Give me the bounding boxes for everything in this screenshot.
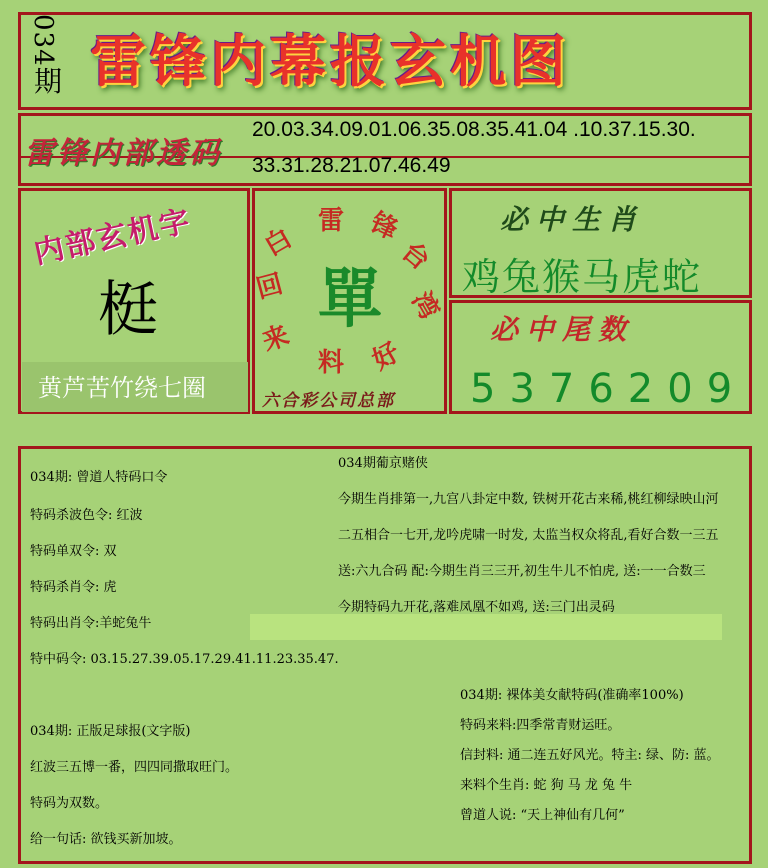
left-line: 034期: 正版足球报(文字版) (30, 724, 191, 739)
right-line: 来料个生肖: 蛇 狗 马 龙 兔 牛 (460, 778, 633, 793)
left-line: 特中码令: 03.15.27.39.05.17.29.41.11.23.35.47. (30, 652, 339, 667)
left-line: 特码为双数。 (30, 796, 109, 811)
left-line: 给一句话: 欲钱买新加坡。 (30, 832, 182, 847)
poem-line: 二五相合一七开,龙吟虎啸一时发, 太监当权众将乱,看好合数一三五 (338, 528, 719, 543)
poem-line: 今期生肖排第一,九宫八卦定中数, 铁树开花古来稀,桃红柳绿映山河 (338, 492, 719, 507)
mystery-character: 梃 (98, 275, 158, 345)
ring-char: 锋 (365, 207, 403, 246)
band-label: 雷锋内部透码 (24, 136, 222, 171)
company-label: 六合彩公司总部 (262, 391, 395, 411)
zodiac-title: 必中生肖 (500, 203, 645, 236)
left-line: 特码单双令: 双 (30, 544, 117, 559)
ring-char: 湾 (405, 286, 445, 325)
right-line: 曾道人说: “天上神仙有几何” (460, 808, 625, 823)
tail-title: 必中尾数 (490, 313, 635, 346)
left-line: 特码杀波色令: 红波 (30, 508, 143, 523)
mystery-phrase: 黄芦苦竹绕七圈 (38, 374, 206, 402)
right-line: 信封料: 通二连五好风光。特主: 绿、防: 蓝。 (460, 748, 720, 763)
issue-suffix: 期 (33, 64, 62, 98)
page-title: 雷锋内幕报玄机图 (90, 29, 570, 95)
ring-char: 来 (258, 320, 294, 358)
ring-char: 好 (367, 337, 406, 377)
ring-char: 雷 (318, 206, 345, 236)
ring-char: 回 (253, 269, 287, 305)
code-line-2: 33.31.28.21.07.46.49 (252, 154, 451, 177)
code-line-1: 20.03.34.09.01.06.35.08.35.41.04 .10.37.15.30. (252, 118, 696, 141)
left-line: 特码杀肖令: 虎 (30, 580, 117, 595)
poem-line: 今期特码九开花,落难凤凰不如鸡, 送:三门出灵码 (338, 600, 615, 615)
issue-number: 034 (28, 14, 58, 67)
ring-char: 白 (259, 223, 298, 263)
right-line: 特码来料:四季常青财运旺。 (460, 718, 621, 733)
highlight-strip (250, 614, 722, 640)
ring-char: 料 (318, 348, 345, 378)
left-line: 特码出肖令:羊蛇兔牛 (30, 616, 152, 631)
big-character: 單 (318, 262, 382, 337)
issue-label (28, 14, 68, 97)
poem-line: 送:六九合码 配:今期生肖三三开,初生牛儿不怕虎, 送:一一合数三 (338, 564, 706, 579)
mystery-title: 内部玄机字 (30, 203, 195, 272)
left-line: 红波三五博一番，四四同撒取旺门。 (30, 760, 239, 775)
right-line: 034期: 裸体美女献特码(准确率100%) (460, 688, 684, 703)
zodiac-animals: 鸡兔猴马虎蛇 (462, 255, 703, 299)
left-line: 034期: 曾道人特码口令 (30, 470, 168, 485)
tail-digits: 5376209 (470, 366, 747, 412)
ring-char: 台 (395, 236, 436, 277)
poem-heading: 034期葡京赌侠 (338, 456, 428, 471)
